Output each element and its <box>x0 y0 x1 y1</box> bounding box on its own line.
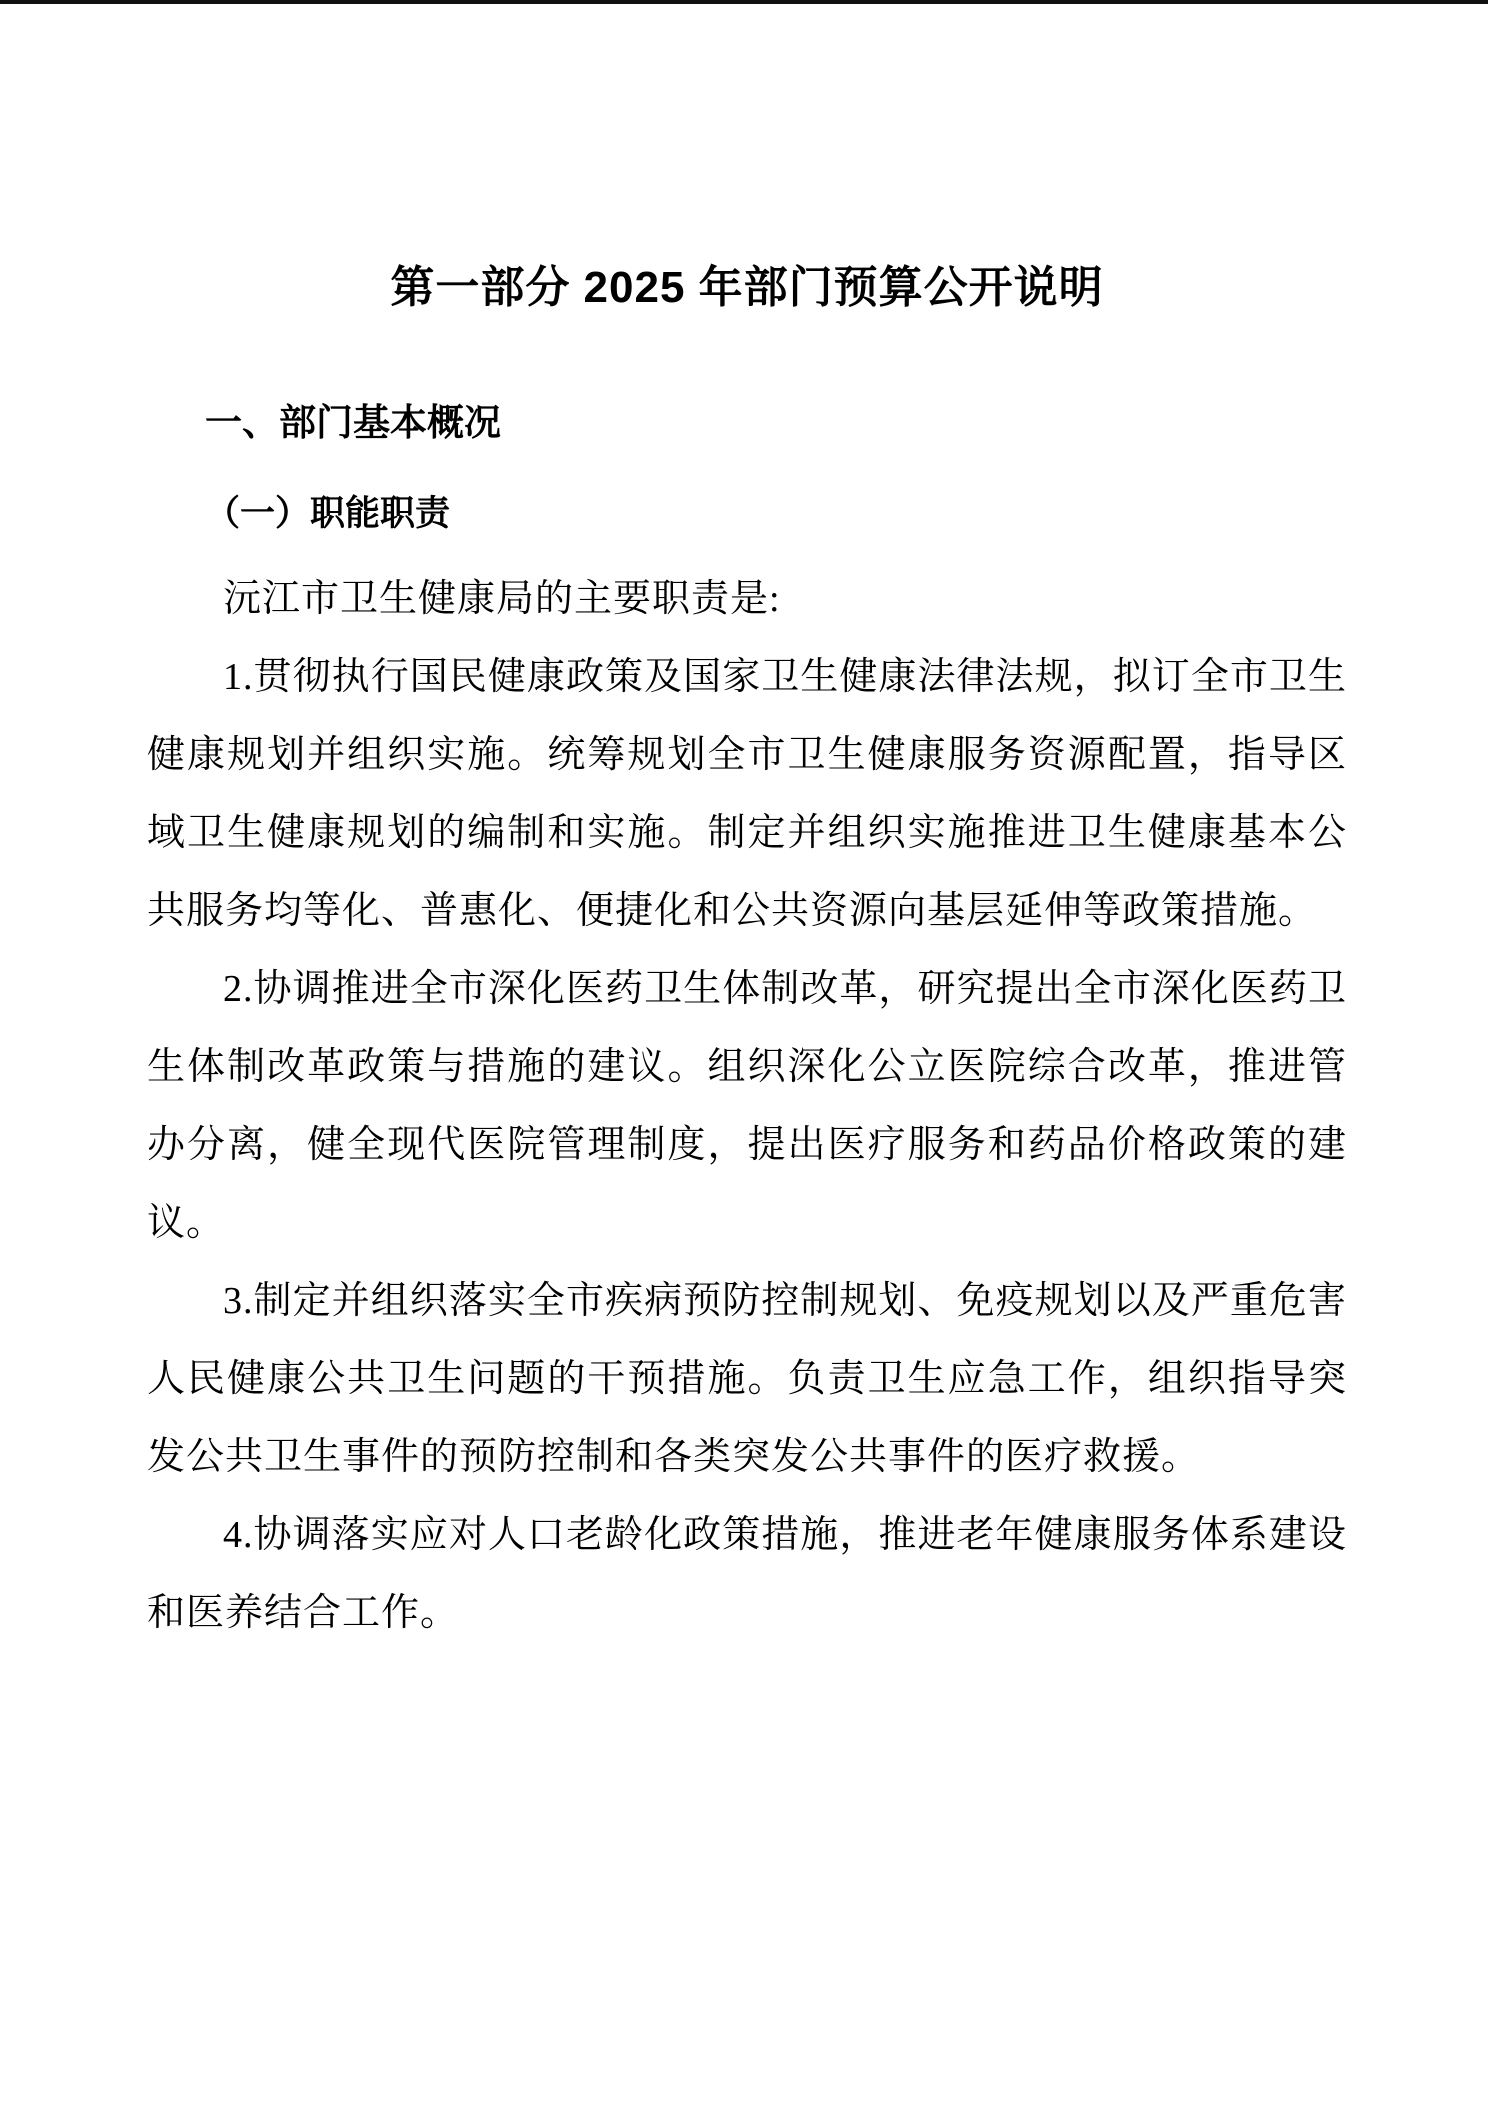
page-title: 第一部分 2025 年部门预算公开说明 <box>390 263 1104 312</box>
paragraph-1: 1.贯彻执行国民健康政策及国家卫生健康法律法规，拟订全市卫生健康规划并组织实施。统筹规划全市卫生健康服务资源配置，指导区域卫生健康规划的编制和实施。制定并组织实施推进卫生健康基本公共服务均等化、普惠化、便捷化和公共资源向基层延伸等政策措施。 <box>147 655 1347 932</box>
body-text <box>147 560 1347 1652</box>
paragraph-3: 3.制定并组织落实全市疾病预防控制规划、免疫规划以及严重危害人民健康公共卫生问题的干预措施。负责卫生应急工作，组织指导突发公共卫生事件的预防控制和各类突发公共事件的医疗救援。 <box>147 1279 1347 1478</box>
intro-line: 沅江市卫生健康局的主要职责是: <box>223 577 781 620</box>
subsection-heading: （一）职能职责 <box>205 494 451 534</box>
paragraph-4: 4.协调落实应对人口老龄化政策措施，推进老年健康服务体系建设和医养结合工作。 <box>147 1513 1347 1634</box>
paragraph-2: 2.协调推进全市深化医药卫生体制改革，研究提出全市深化医药卫生体制改革政策与措施的建议。组织深化公立医院综合改革，推进管办分离，健全现代医院管理制度，提出医疗服务和药品价格政策的建议。 <box>147 967 1347 1244</box>
page-content <box>147 0 1347 1652</box>
section-heading: 一、部门基本概况 <box>205 401 501 443</box>
